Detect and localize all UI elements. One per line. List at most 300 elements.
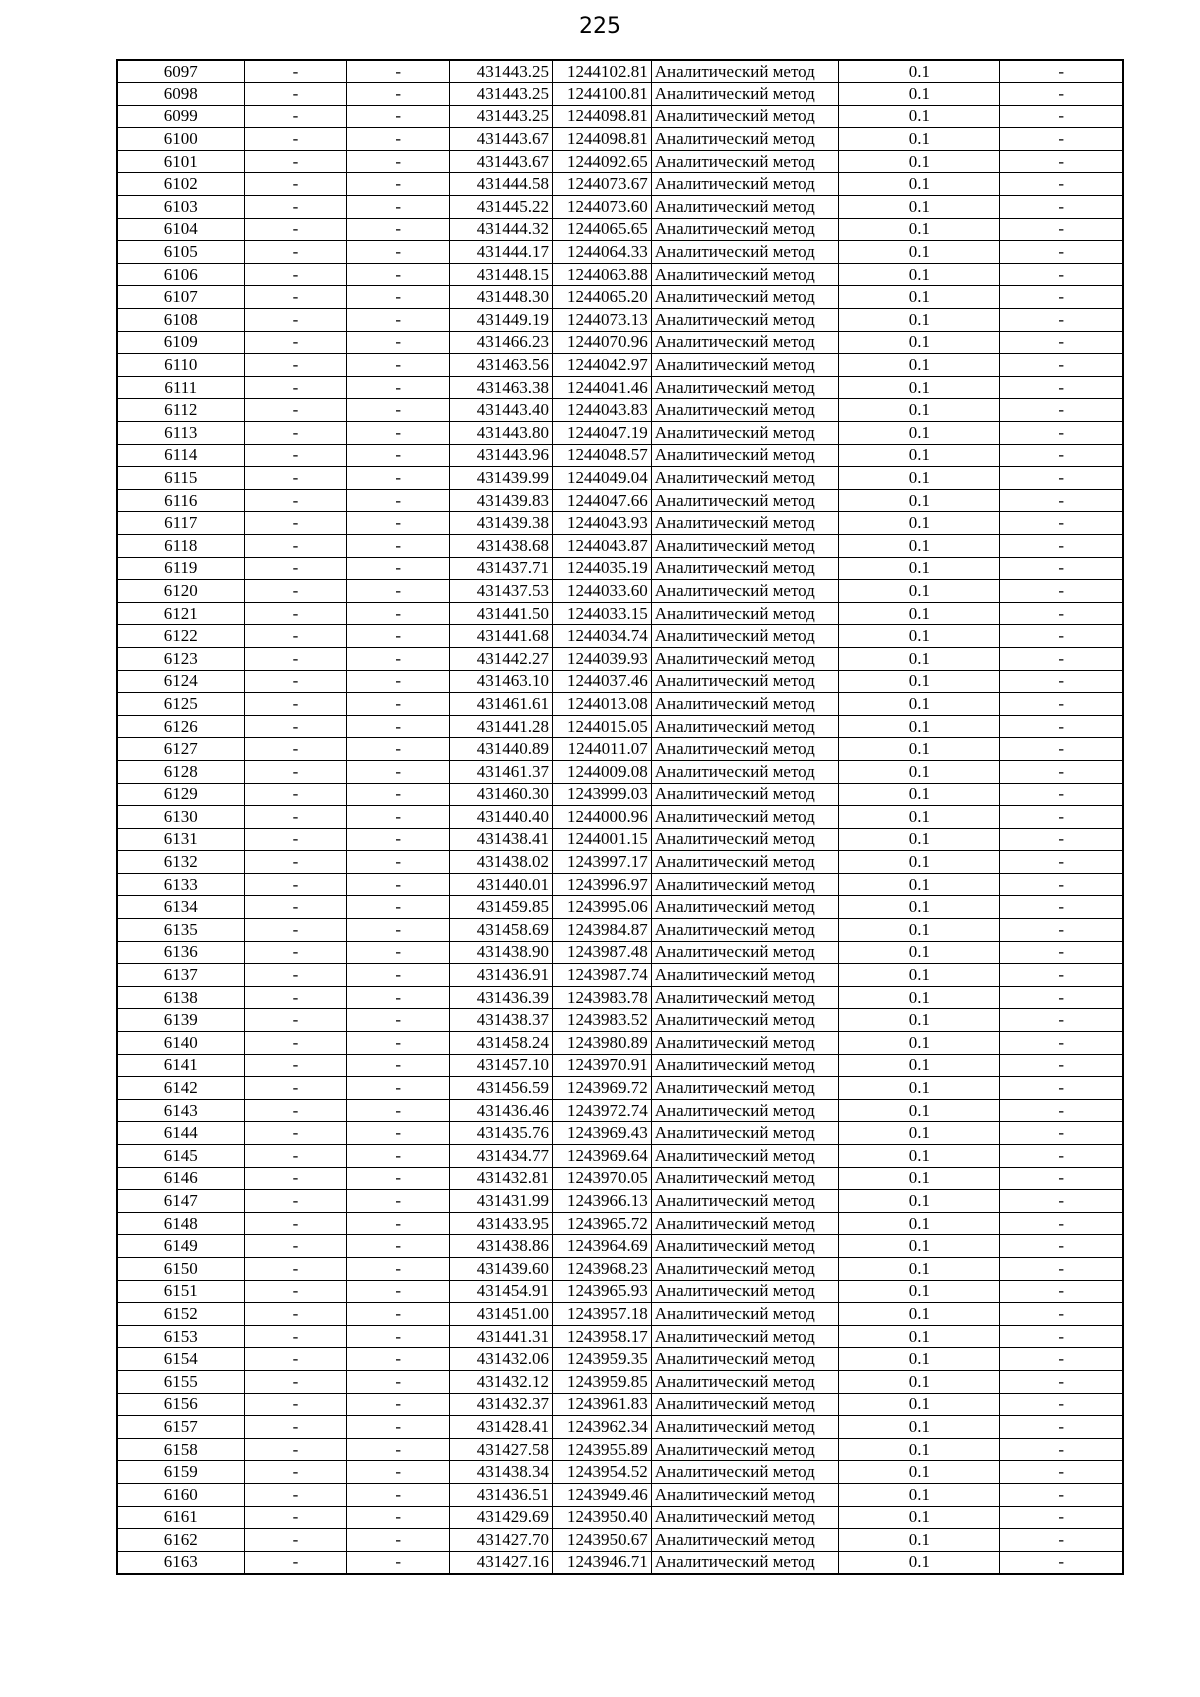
method-cell: Аналитический метод [651,1280,838,1303]
x-coordinate-cell: 431438.34 [450,1461,553,1484]
table-row [117,715,1123,738]
column-8-cell: - [1000,399,1123,422]
column-3-cell: - [347,1370,450,1393]
table-row [117,602,1123,625]
coordinates-table [116,59,1124,1575]
column-2-cell: - [244,309,347,332]
column-2-cell: - [244,1257,347,1280]
x-coordinate-cell: 431436.91 [450,964,553,987]
y-coordinate-cell: 1243984.87 [552,919,651,942]
method-cell: Аналитический метод [651,173,838,196]
column-3-cell: - [347,1145,450,1168]
x-coordinate-cell: 431437.71 [450,557,553,580]
column-8-cell: - [1000,873,1123,896]
column-8-cell: - [1000,1303,1123,1326]
point-number-cell: 6121 [117,602,244,625]
method-cell: Аналитический метод [651,828,838,851]
column-8-cell: - [1000,760,1123,783]
x-coordinate-cell: 431443.80 [450,422,553,445]
column-2-cell: - [244,1212,347,1235]
point-number-cell: 6136 [117,941,244,964]
x-coordinate-cell: 431442.27 [450,647,553,670]
column-2-cell: - [244,670,347,693]
column-8-cell: - [1000,1393,1123,1416]
column-8-cell: - [1000,715,1123,738]
column-8-cell: - [1000,806,1123,829]
accuracy-cell: 0.1 [839,1483,1000,1506]
column-8-cell: - [1000,444,1123,467]
column-3-cell: - [347,919,450,942]
x-coordinate-cell: 431444.32 [450,218,553,241]
column-2-cell: - [244,602,347,625]
method-cell: Аналитический метод [651,896,838,919]
point-number-cell: 6145 [117,1145,244,1168]
method-cell: Аналитический метод [651,354,838,377]
method-cell: Аналитический метод [651,150,838,173]
method-cell: Аналитический метод [651,489,838,512]
column-3-cell: - [347,1009,450,1032]
column-2-cell: - [244,1054,347,1077]
column-2-cell: - [244,738,347,761]
accuracy-cell: 0.1 [839,512,1000,535]
column-8-cell: - [1000,1280,1123,1303]
column-8-cell: - [1000,263,1123,286]
column-8-cell: - [1000,1122,1123,1145]
x-coordinate-cell: 431443.67 [450,150,553,173]
column-3-cell: - [347,105,450,128]
x-coordinate-cell: 431456.59 [450,1077,553,1100]
y-coordinate-cell: 1243969.72 [552,1077,651,1100]
y-coordinate-cell: 1244073.67 [552,173,651,196]
column-3-cell: - [347,1551,450,1574]
point-number-cell: 6105 [117,241,244,264]
column-8-cell: - [1000,602,1123,625]
accuracy-cell: 0.1 [839,534,1000,557]
column-3-cell: - [347,263,450,286]
column-8-cell: - [1000,1483,1123,1506]
table-row [117,218,1123,241]
y-coordinate-cell: 1243955.89 [552,1438,651,1461]
method-cell: Аналитический метод [651,1009,838,1032]
table-row [117,1257,1123,1280]
y-coordinate-cell: 1243987.48 [552,941,651,964]
y-coordinate-cell: 1244009.08 [552,760,651,783]
table-row [117,625,1123,648]
table-row [117,399,1123,422]
point-number-cell: 6139 [117,1009,244,1032]
column-3-cell: - [347,309,450,332]
point-number-cell: 6117 [117,512,244,535]
column-8-cell: - [1000,580,1123,603]
column-2-cell: - [244,241,347,264]
column-3-cell: - [347,489,450,512]
column-3-cell: - [347,580,450,603]
x-coordinate-cell: 431434.77 [450,1145,553,1168]
column-8-cell: - [1000,851,1123,874]
y-coordinate-cell: 1244048.57 [552,444,651,467]
column-8-cell: - [1000,128,1123,151]
column-3-cell: - [347,941,450,964]
column-3-cell: - [347,783,450,806]
method-cell: Аналитический метод [651,309,838,332]
method-cell: Аналитический метод [651,670,838,693]
y-coordinate-cell: 1243995.06 [552,896,651,919]
y-coordinate-cell: 1244065.65 [552,218,651,241]
point-number-cell: 6109 [117,331,244,354]
y-coordinate-cell: 1243959.35 [552,1348,651,1371]
x-coordinate-cell: 431440.01 [450,873,553,896]
accuracy-cell: 0.1 [839,60,1000,83]
table-row [117,851,1123,874]
accuracy-cell: 0.1 [839,1257,1000,1280]
column-2-cell: - [244,1461,347,1484]
column-8-cell: - [1000,964,1123,987]
column-3-cell: - [347,83,450,106]
accuracy-cell: 0.1 [839,1416,1000,1439]
column-3-cell: - [347,286,450,309]
accuracy-cell: 0.1 [839,715,1000,738]
method-cell: Аналитический метод [651,331,838,354]
point-number-cell: 6118 [117,534,244,557]
method-cell: Аналитический метод [651,602,838,625]
x-coordinate-cell: 431444.58 [450,173,553,196]
accuracy-cell: 0.1 [839,196,1000,219]
column-3-cell: - [347,986,450,1009]
column-3-cell: - [347,241,450,264]
y-coordinate-cell: 1244041.46 [552,376,651,399]
x-coordinate-cell: 431441.50 [450,602,553,625]
column-8-cell: - [1000,173,1123,196]
column-8-cell: - [1000,376,1123,399]
column-8-cell: - [1000,1077,1123,1100]
y-coordinate-cell: 1244102.81 [552,60,651,83]
table-row [117,941,1123,964]
table-row [117,919,1123,942]
column-2-cell: - [244,60,347,83]
table-row [117,760,1123,783]
column-8-cell: - [1000,1438,1123,1461]
method-cell: Аналитический метод [651,919,838,942]
column-3-cell: - [347,1438,450,1461]
point-number-cell: 6144 [117,1122,244,1145]
x-coordinate-cell: 431441.28 [450,715,553,738]
accuracy-cell: 0.1 [839,263,1000,286]
y-coordinate-cell: 1243949.46 [552,1483,651,1506]
point-number-cell: 6122 [117,625,244,648]
table-row [117,1483,1123,1506]
point-number-cell: 6120 [117,580,244,603]
column-2-cell: - [244,1370,347,1393]
table-row [117,873,1123,896]
column-2-cell: - [244,1348,347,1371]
table-row [117,83,1123,106]
accuracy-cell: 0.1 [839,354,1000,377]
table-row [117,354,1123,377]
accuracy-cell: 0.1 [839,941,1000,964]
y-coordinate-cell: 1243954.52 [552,1461,651,1484]
column-2-cell: - [244,1529,347,1552]
table-body [117,60,1123,1574]
point-number-cell: 6115 [117,467,244,490]
column-8-cell: - [1000,1190,1123,1213]
accuracy-cell: 0.1 [839,1235,1000,1258]
column-2-cell: - [244,1483,347,1506]
x-coordinate-cell: 431443.25 [450,105,553,128]
method-cell: Аналитический метод [651,60,838,83]
y-coordinate-cell: 1244039.93 [552,647,651,670]
column-2-cell: - [244,444,347,467]
column-8-cell: - [1000,422,1123,445]
y-coordinate-cell: 1243997.17 [552,851,651,874]
accuracy-cell: 0.1 [839,489,1000,512]
x-coordinate-cell: 431441.31 [450,1325,553,1348]
point-number-cell: 6099 [117,105,244,128]
column-8-cell: - [1000,512,1123,535]
column-2-cell: - [244,1235,347,1258]
accuracy-cell: 0.1 [839,986,1000,1009]
point-number-cell: 6124 [117,670,244,693]
y-coordinate-cell: 1244037.46 [552,670,651,693]
column-3-cell: - [347,715,450,738]
x-coordinate-cell: 431438.37 [450,1009,553,1032]
column-3-cell: - [347,1099,450,1122]
method-cell: Аналитический метод [651,715,838,738]
accuracy-cell: 0.1 [839,1032,1000,1055]
method-cell: Аналитический метод [651,1438,838,1461]
point-number-cell: 6153 [117,1325,244,1348]
table-row [117,1348,1123,1371]
method-cell: Аналитический метод [651,376,838,399]
column-3-cell: - [347,738,450,761]
accuracy-cell: 0.1 [839,1370,1000,1393]
column-2-cell: - [244,1551,347,1574]
column-3-cell: - [347,1167,450,1190]
column-3-cell: - [347,218,450,241]
column-2-cell: - [244,964,347,987]
method-cell: Аналитический метод [651,399,838,422]
y-coordinate-cell: 1244063.88 [552,263,651,286]
table-row [117,422,1123,445]
column-2-cell: - [244,150,347,173]
column-8-cell: - [1000,1348,1123,1371]
column-8-cell: - [1000,647,1123,670]
point-number-cell: 6110 [117,354,244,377]
method-cell: Аналитический метод [651,1529,838,1552]
method-cell: Аналитический метод [651,422,838,445]
x-coordinate-cell: 431432.37 [450,1393,553,1416]
x-coordinate-cell: 431427.58 [450,1438,553,1461]
column-2-cell: - [244,941,347,964]
y-coordinate-cell: 1244000.96 [552,806,651,829]
point-number-cell: 6133 [117,873,244,896]
accuracy-cell: 0.1 [839,557,1000,580]
accuracy-cell: 0.1 [839,286,1000,309]
accuracy-cell: 0.1 [839,422,1000,445]
column-8-cell: - [1000,625,1123,648]
point-number-cell: 6129 [117,783,244,806]
method-cell: Аналитический метод [651,1551,838,1574]
point-number-cell: 6151 [117,1280,244,1303]
table-row [117,512,1123,535]
point-number-cell: 6097 [117,60,244,83]
x-coordinate-cell: 431438.02 [450,851,553,874]
table-row [117,693,1123,716]
table-row [117,580,1123,603]
point-number-cell: 6098 [117,83,244,106]
column-2-cell: - [244,806,347,829]
x-coordinate-cell: 431463.10 [450,670,553,693]
method-cell: Аналитический метод [651,444,838,467]
column-2-cell: - [244,986,347,1009]
column-2-cell: - [244,1393,347,1416]
accuracy-cell: 0.1 [839,896,1000,919]
column-8-cell: - [1000,1551,1123,1574]
table-row [117,806,1123,829]
y-coordinate-cell: 1243958.17 [552,1325,651,1348]
table-row [117,376,1123,399]
column-3-cell: - [347,896,450,919]
x-coordinate-cell: 431448.30 [450,286,553,309]
column-8-cell: - [1000,828,1123,851]
table-row [117,1325,1123,1348]
accuracy-cell: 0.1 [839,331,1000,354]
x-coordinate-cell: 431439.99 [450,467,553,490]
point-number-cell: 6101 [117,150,244,173]
column-3-cell: - [347,534,450,557]
point-number-cell: 6134 [117,896,244,919]
column-2-cell: - [244,173,347,196]
y-coordinate-cell: 1244043.83 [552,399,651,422]
method-cell: Аналитический метод [651,625,838,648]
y-coordinate-cell: 1243983.78 [552,986,651,1009]
x-coordinate-cell: 431443.25 [450,83,553,106]
column-2-cell: - [244,1032,347,1055]
point-number-cell: 6160 [117,1483,244,1506]
accuracy-cell: 0.1 [839,1461,1000,1484]
y-coordinate-cell: 1243965.93 [552,1280,651,1303]
column-3-cell: - [347,1506,450,1529]
y-coordinate-cell: 1243961.83 [552,1393,651,1416]
method-cell: Аналитический метод [651,1212,838,1235]
method-cell: Аналитический метод [651,128,838,151]
column-8-cell: - [1000,1461,1123,1484]
method-cell: Аналитический метод [651,263,838,286]
accuracy-cell: 0.1 [839,602,1000,625]
column-2-cell: - [244,1009,347,1032]
point-number-cell: 6128 [117,760,244,783]
x-coordinate-cell: 431443.96 [450,444,553,467]
table-row [117,1077,1123,1100]
method-cell: Аналитический метод [651,218,838,241]
column-2-cell: - [244,1506,347,1529]
x-coordinate-cell: 431440.89 [450,738,553,761]
column-3-cell: - [347,851,450,874]
x-coordinate-cell: 431454.91 [450,1280,553,1303]
point-number-cell: 6127 [117,738,244,761]
point-number-cell: 6158 [117,1438,244,1461]
point-number-cell: 6116 [117,489,244,512]
column-3-cell: - [347,1416,450,1439]
column-8-cell: - [1000,105,1123,128]
column-3-cell: - [347,1212,450,1235]
table-row [117,128,1123,151]
method-cell: Аналитический метод [651,693,838,716]
accuracy-cell: 0.1 [839,806,1000,829]
y-coordinate-cell: 1243964.69 [552,1235,651,1258]
y-coordinate-cell: 1244043.87 [552,534,651,557]
table-row [117,309,1123,332]
column-2-cell: - [244,376,347,399]
y-coordinate-cell: 1244033.15 [552,602,651,625]
column-3-cell: - [347,376,450,399]
column-2-cell: - [244,783,347,806]
accuracy-cell: 0.1 [839,1551,1000,1574]
x-coordinate-cell: 431437.53 [450,580,553,603]
x-coordinate-cell: 431443.67 [450,128,553,151]
accuracy-cell: 0.1 [839,693,1000,716]
accuracy-cell: 0.1 [839,1303,1000,1326]
method-cell: Аналитический метод [651,964,838,987]
column-2-cell: - [244,1438,347,1461]
x-coordinate-cell: 431436.46 [450,1099,553,1122]
column-3-cell: - [347,512,450,535]
x-coordinate-cell: 431443.25 [450,60,553,83]
column-8-cell: - [1000,1529,1123,1552]
column-8-cell: - [1000,60,1123,83]
method-cell: Аналитический метод [651,1167,838,1190]
point-number-cell: 6143 [117,1099,244,1122]
method-cell: Аналитический метод [651,851,838,874]
y-coordinate-cell: 1244098.81 [552,128,651,151]
y-coordinate-cell: 1243965.72 [552,1212,651,1235]
table-row [117,444,1123,467]
column-3-cell: - [347,173,450,196]
x-coordinate-cell: 431457.10 [450,1054,553,1077]
table-row [117,1009,1123,1032]
table-row [117,263,1123,286]
point-number-cell: 6162 [117,1529,244,1552]
method-cell: Аналитический метод [651,241,838,264]
accuracy-cell: 0.1 [839,1325,1000,1348]
y-coordinate-cell: 1243996.97 [552,873,651,896]
column-8-cell: - [1000,150,1123,173]
x-coordinate-cell: 431439.38 [450,512,553,535]
column-2-cell: - [244,354,347,377]
method-cell: Аналитический метод [651,1483,838,1506]
column-2-cell: - [244,1280,347,1303]
column-2-cell: - [244,1122,347,1145]
table-row [117,1551,1123,1574]
point-number-cell: 6123 [117,647,244,670]
x-coordinate-cell: 431440.40 [450,806,553,829]
x-coordinate-cell: 431441.68 [450,625,553,648]
point-number-cell: 6141 [117,1054,244,1077]
table-row [117,1393,1123,1416]
accuracy-cell: 0.1 [839,218,1000,241]
column-2-cell: - [244,693,347,716]
method-cell: Аналитический метод [651,580,838,603]
column-2-cell: - [244,218,347,241]
y-coordinate-cell: 1244033.60 [552,580,651,603]
y-coordinate-cell: 1244049.04 [552,467,651,490]
y-coordinate-cell: 1243970.91 [552,1054,651,1077]
method-cell: Аналитический метод [651,196,838,219]
accuracy-cell: 0.1 [839,444,1000,467]
table-row [117,173,1123,196]
table-row [117,1099,1123,1122]
column-3-cell: - [347,196,450,219]
column-2-cell: - [244,760,347,783]
